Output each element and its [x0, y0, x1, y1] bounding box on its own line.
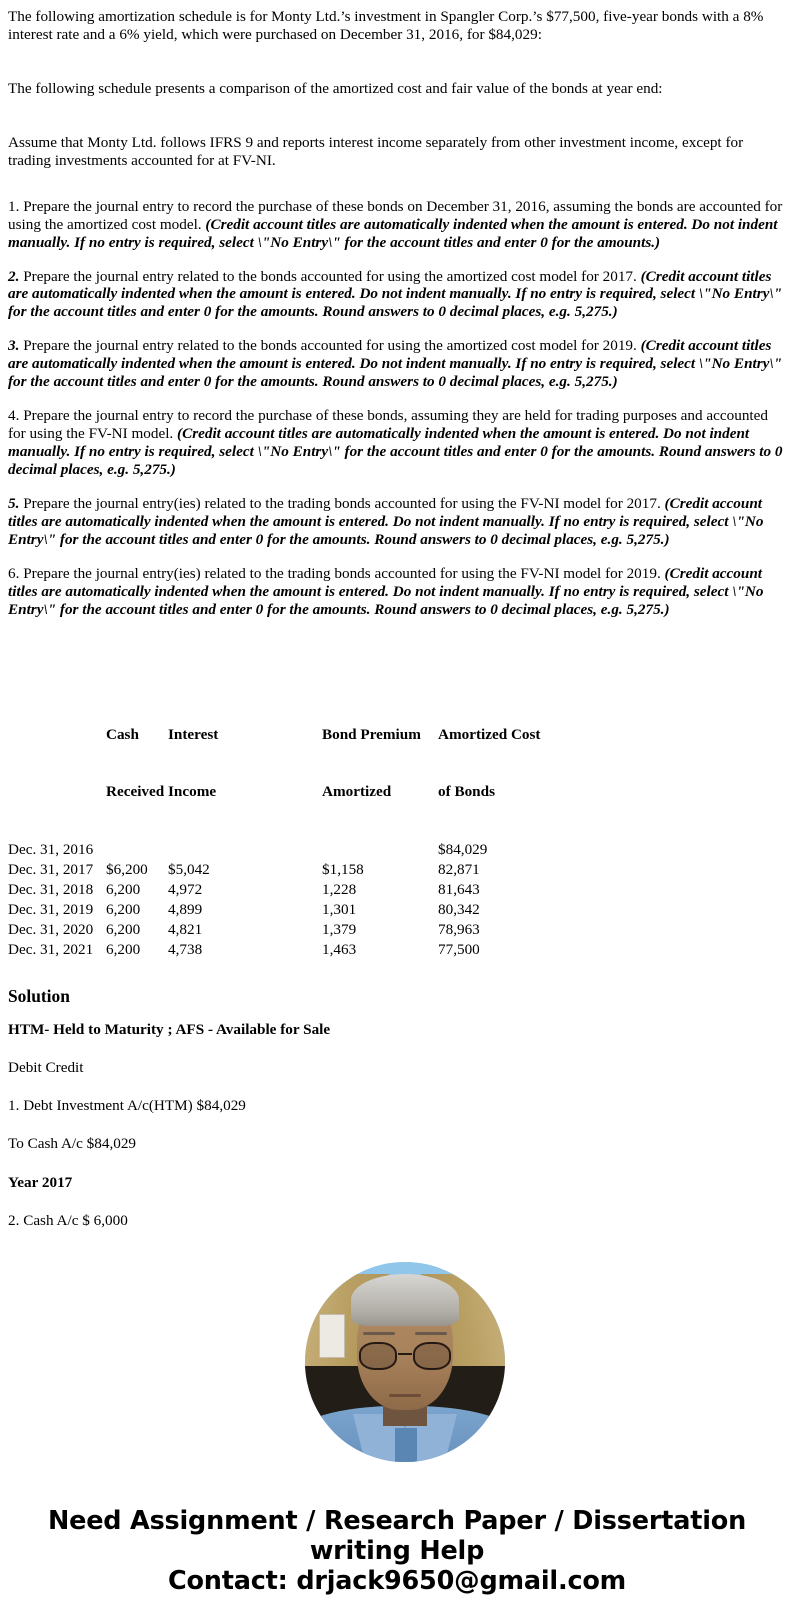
spacer	[8, 100, 784, 134]
cell-amortized-cost: 78,963	[438, 920, 480, 938]
question-item-4	[8, 407, 784, 479]
cell-amortized-cost: $84,029	[438, 840, 488, 858]
cell-interest: $5,042	[168, 860, 210, 878]
avatar-row	[8, 1262, 794, 1462]
col-header-interest-line1: Interest	[168, 725, 219, 743]
table-body	[8, 840, 558, 960]
table-row	[8, 920, 558, 940]
question-number-4: 4.	[8, 407, 20, 425]
cell-date: Dec. 31, 2018	[8, 880, 94, 898]
cell-interest: 4,821	[168, 920, 203, 938]
cell-premium: 1,463	[322, 940, 357, 958]
table-header	[8, 687, 558, 840]
cell-amortized-cost: 82,871	[438, 860, 480, 878]
cell-interest: 4,738	[168, 940, 203, 958]
question-note-3: (Credit account titles are automatically indented when the amount is entered. Do not indent manually. If no entry is required, select \"No Entry\" for the account titles and enter 0 for the amounts. Round answers to 0 decimal places, e.g. 5,275.)	[8, 337, 783, 391]
solution-heading: Solution	[8, 985, 70, 1006]
question-text-1: Prepare the journal entry to record the purchase of these bonds on December 31, 2016, assuming the bonds are accounted for using the amortized cost model.	[8, 197, 783, 233]
amortization-table	[8, 687, 558, 960]
question-item-1	[8, 198, 784, 252]
amortization-table-wrap	[8, 687, 784, 960]
footer-line-3: Contact: drjack9650@gmail.com	[167, 1566, 627, 1597]
question-text-3: Prepare the journal entry related to the bonds accounted for using the amortized cost model for 2019.	[19, 337, 641, 355]
question-note-2: (Credit account titles are automatically indented when the amount is entered. Do not indent manually. If no entry is required, select \"No Entry\" for the account titles and enter 0 for the amounts. Round answers to 0 decimal places, e.g. 5,275.)	[8, 267, 783, 321]
cell-date: Dec. 31, 2021	[8, 940, 94, 958]
solution-line-5: Year 2017	[8, 1173, 73, 1191]
question-number-5: 5.	[8, 494, 20, 512]
col-header-amortcost-line2: of Bonds	[438, 782, 495, 800]
question-number-6: 6.	[8, 564, 20, 582]
cell-cash: 6,200	[106, 940, 141, 958]
question-item-2	[8, 268, 784, 322]
avatar-hair	[351, 1274, 459, 1326]
cell-date: Dec. 31, 2020	[8, 920, 94, 938]
question-text-2: Prepare the journal entry related to the bonds accounted for using the amortized cost model for 2017.	[19, 267, 641, 285]
cell-date: Dec. 31, 2016	[8, 840, 94, 858]
cell-premium: 1,301	[322, 900, 357, 918]
avatar-eyebrow-right	[415, 1332, 447, 1335]
col-header-cash-line2: Received	[106, 782, 165, 800]
question-note-1: (Credit account titles are automatically indented when the amount is entered. Do not indent manually. If no entry is required, select \"No Entry\" for the account titles and enter 0 for the amounts.)	[8, 215, 778, 251]
cell-premium: $1,158	[322, 860, 364, 878]
solution-body	[8, 1021, 784, 1230]
table-row	[8, 880, 558, 900]
avatar-tie	[395, 1428, 417, 1462]
question-item-6	[8, 565, 784, 619]
table-row	[8, 860, 558, 880]
question-number-3: 3.	[8, 337, 20, 355]
question-text-4: Prepare the journal entry to record the purchase of these bonds, assuming they are held for trading purposes and accounted for using the FV-NI model.	[8, 407, 768, 443]
avatar-glasses-bridge	[398, 1353, 412, 1355]
col-header-bond-premium-amortized	[322, 687, 438, 840]
question-list	[8, 198, 784, 619]
col-header-premium-line2: Amortized	[322, 782, 392, 800]
solution-line-1: HTM- Held to Maturity ; AFS - Available for Sale	[8, 1020, 331, 1038]
cell-premium: 1,379	[322, 920, 357, 938]
spacer	[8, 172, 784, 198]
question-item-5	[8, 495, 784, 549]
solution-line-3: 1. Debt Investment A/c(HTM) $84,029	[8, 1097, 246, 1115]
question-text-5: Prepare the journal entry(ies) related to the trading bonds accounted for using the FV-NI model for 2017.	[19, 494, 665, 512]
question-number-2: 2.	[8, 267, 20, 285]
col-header-amortized-cost-of-bonds	[438, 687, 558, 840]
cell-interest	[168, 840, 322, 860]
cell-interest: 4,972	[168, 880, 203, 898]
cell-cash	[106, 840, 168, 860]
cell-cash: 6,200	[106, 920, 141, 938]
question-number-1: 1.	[8, 197, 20, 215]
spacer	[8, 619, 784, 653]
avatar-mouth	[389, 1394, 421, 1397]
cell-date: Dec. 31, 2017	[8, 860, 94, 878]
col-header-cash-received	[106, 687, 168, 840]
avatar-wall-switch	[319, 1314, 345, 1358]
avatar-eyebrow-left	[363, 1332, 395, 1335]
cell-cash: $6,200	[106, 860, 148, 878]
col-header-date	[8, 687, 106, 840]
solution-line-6: 2. Cash A/c $ 6,000	[8, 1211, 128, 1229]
table-row	[8, 840, 558, 860]
intro-paragraph-1: The following amortization schedule is for Monty Ltd.’s investment in Spangler Corp.’s $77,500, five-year bonds with a 8% interest rate and a 6% yield, which were purchased on December 31, 2016, for $84,029:	[8, 8, 764, 43]
cell-amortized-cost: 77,500	[438, 940, 480, 958]
footer-line-2: writing Help	[309, 1536, 485, 1567]
solution-line-2: Debit Credit	[8, 1058, 84, 1076]
cell-cash: 6,200	[106, 900, 141, 918]
cell-premium	[322, 840, 438, 860]
col-header-interest-income	[168, 687, 322, 840]
avatar-glasses-right-lens	[413, 1342, 451, 1370]
spacer	[8, 960, 784, 986]
cell-date: Dec. 31, 2019	[8, 900, 94, 918]
solution-line-4: To Cash A/c $84,029	[8, 1135, 137, 1153]
col-header-cash-line1: Cash	[106, 725, 139, 743]
table-row	[8, 900, 558, 920]
question-note-6: (Credit account titles are automatically indented when the amount is entered. Do not indent manually. If no entry is required, select \"No Entry\" for the account titles and enter 0 for the amounts. Round answers to 0 decimal places, e.g. 5,275.)	[8, 564, 764, 618]
intro-paragraph-3: Assume that Monty Ltd. follows IFRS 9 and reports interest income separately from other investment income, except for trading investments accounted for at FV-NI.	[8, 133, 744, 169]
cell-amortized-cost: 80,342	[438, 900, 480, 918]
cell-premium: 1,228	[322, 880, 357, 898]
question-note-4: (Credit account titles are automatically indented when the amount is entered. Do not indent manually. If no entry is required, select \"No Entry\" for the account titles and enter 0 for the amounts. Round answers to 0 decimal places, e.g. 5,275.)	[8, 425, 783, 478]
col-header-interest-line2: Income	[168, 782, 217, 800]
intro-paragraph-2: The following schedule presents a comparison of the amortized cost and fair value of the bonds at year end:	[8, 79, 663, 97]
col-header-amortcost-line1: Amortized Cost	[438, 725, 541, 743]
avatar	[305, 1262, 505, 1462]
cell-interest: 4,899	[168, 900, 203, 918]
spacer	[8, 46, 784, 80]
cell-cash: 6,200	[106, 880, 141, 898]
col-header-premium-line1: Bond Premium	[322, 725, 421, 743]
table-header-row	[8, 687, 558, 840]
avatar-glasses-left-lens	[359, 1342, 397, 1370]
question-text-6: Prepare the journal entry(ies) related to the trading bonds accounted for using the FV-NI model for 2019.	[19, 564, 665, 582]
cell-amortized-cost: 81,643	[438, 880, 480, 898]
question-note-5: (Credit account titles are automatically indented when the amount is entered. Do not indent manually. If no entry is required, select \"No Entry\" for the account titles and enter 0 for the amounts. Round answers to 0 decimal places, e.g. 5,275.)	[8, 494, 764, 548]
question-item-3	[8, 337, 784, 391]
table-row	[8, 940, 558, 960]
footer-line-1: Need Assignment / Research Paper / Dissertation	[47, 1506, 747, 1537]
spacer	[8, 653, 784, 687]
